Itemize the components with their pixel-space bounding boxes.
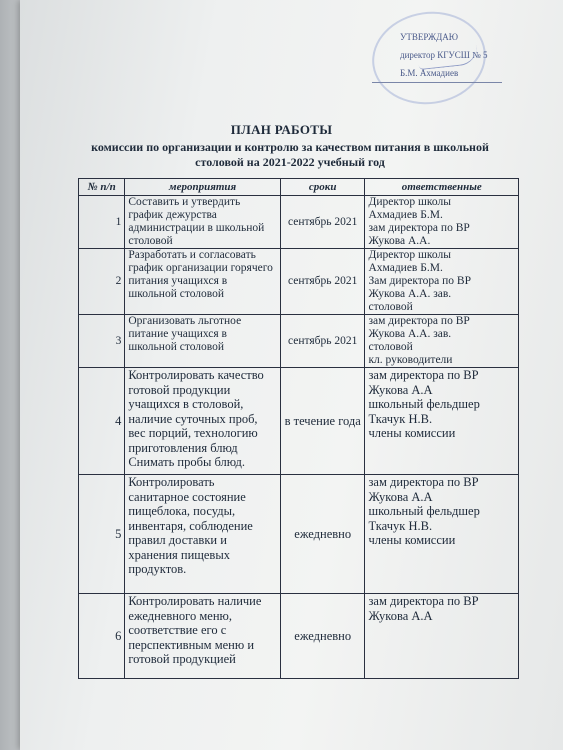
table-row — [79, 249, 519, 315]
work-plan-table — [78, 178, 519, 679]
row-term: ежедневно — [280, 594, 365, 679]
row-resp: зам директора по ВР Жукова А.А — [365, 594, 519, 679]
row-resp: зам директора по ВР Жукова А.А школьный фельдшер Ткачук Н.В. члены комиссии — [365, 368, 519, 475]
row-task: Контролировать санитарное состояние пищеблока, посуды, инвентаря, соблюдение правил доставки и хранения пищевых продуктов. — [125, 475, 281, 594]
subtitle-line-2: столовой на 2021-2022 учебный год — [195, 155, 385, 169]
table-row — [79, 368, 519, 475]
approval-position: директор КГУСШ № 5 — [400, 50, 488, 60]
row-resp: зам директора по ВР Жукова А.А школьный фельдшер Ткачук Н.В. члены комиссии — [365, 475, 519, 594]
table-row — [79, 315, 519, 368]
row-task: Разработать и согласовать график организации горячего питания учащихся в школьной столовой — [125, 249, 281, 315]
row-num: 1 — [79, 196, 125, 249]
row-resp: Директор школы Ахмадиев Б.М. Зам директора по ВР Жукова А.А. зав. столовой — [365, 249, 519, 315]
row-num: 2 — [79, 249, 125, 315]
row-term: ежедневно — [280, 475, 365, 594]
signature-line — [372, 82, 502, 83]
header-term: сроки — [280, 179, 365, 196]
row-num: 3 — [79, 315, 125, 368]
document-title: ПЛАН РАБОТЫ — [230, 122, 333, 137]
approval-heading: УТВЕРЖДАЮ — [400, 32, 459, 42]
table-row — [79, 196, 519, 249]
row-num: 5 — [79, 475, 125, 594]
row-term: в течение года — [280, 368, 365, 475]
header-resp: ответственные — [365, 179, 519, 196]
row-num: 6 — [79, 594, 125, 679]
row-task: Организовать льготное питание учащихся в школьной столовой — [125, 315, 281, 368]
row-term: сентябрь 2021 — [280, 315, 365, 368]
row-task: Составить и утвердить график дежурства администрации в школьной столовой — [125, 196, 281, 249]
table-row — [79, 594, 519, 679]
row-resp: Директор школы Ахмадиев Б.М. зам директора по ВР Жукова А.А. — [365, 196, 519, 249]
table-header-row — [79, 179, 519, 196]
approval-name: Б.М. Ахмадиев — [400, 68, 459, 78]
document-subtitle — [70, 140, 510, 170]
row-term: сентябрь 2021 — [280, 196, 365, 249]
header-task: мероприятия — [125, 179, 281, 196]
row-resp: зам директора по ВР Жукова А.А. зав. столовой кл. руководители — [365, 315, 519, 368]
row-num: 4 — [79, 368, 125, 475]
header-num: № п/п — [79, 179, 125, 196]
row-task: Контролировать качество готовой продукции учащихся в столовой, наличие суточных проб, вес порций, технологию приготовления блюд Снимать пробы блюд. — [125, 368, 281, 475]
row-task: Контролировать наличие ежедневного меню, соответствие его с перспективным меню и готовой продукцией — [125, 594, 281, 679]
subtitle-line-1: комиссии по организации и контролю за качеством питания в школьной — [91, 140, 489, 154]
table-row — [79, 475, 519, 594]
row-term: сентябрь 2021 — [280, 249, 365, 315]
